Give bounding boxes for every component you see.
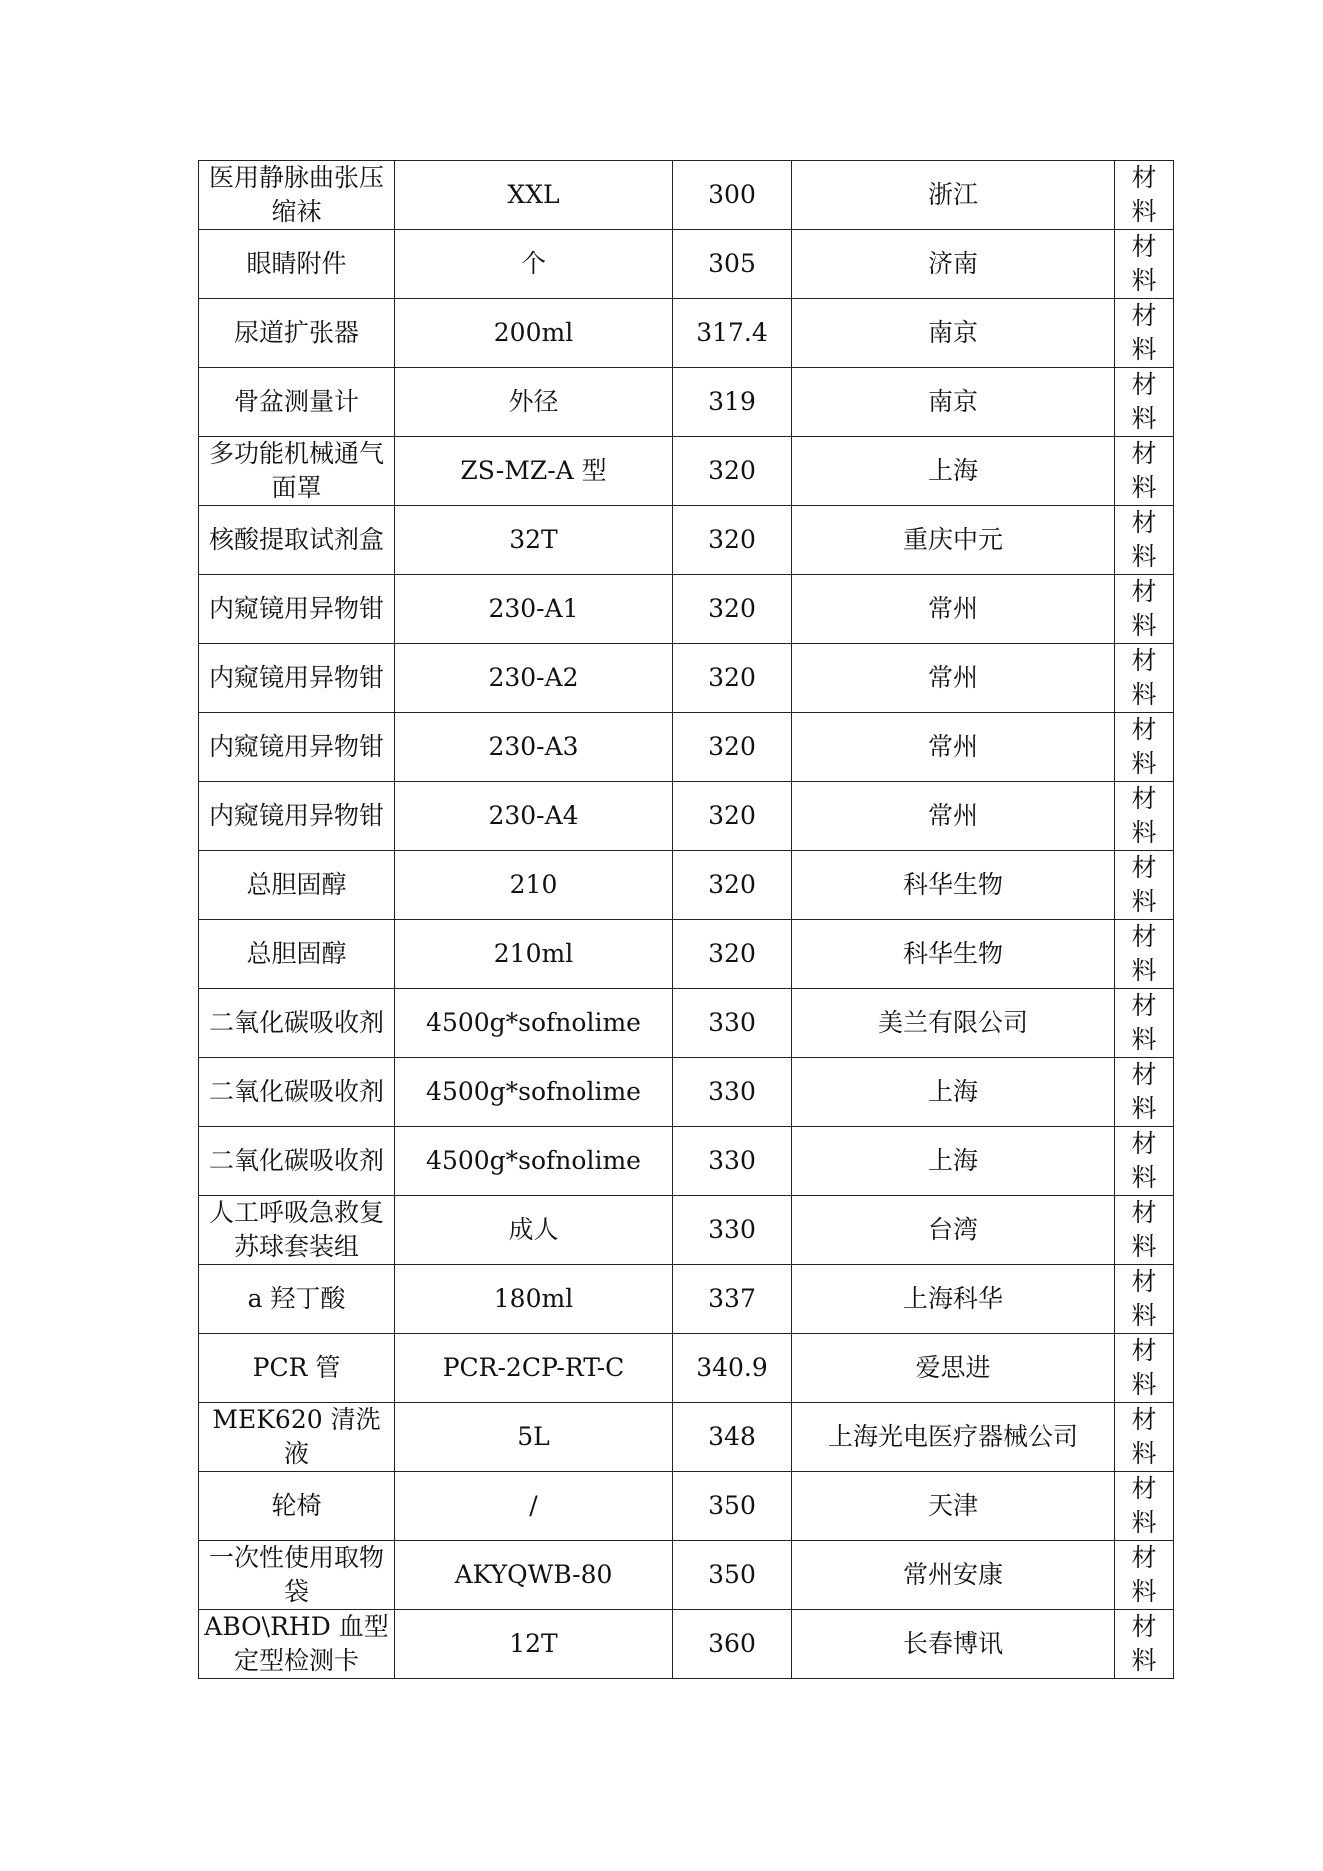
- item-origin-cell: 常州: [792, 575, 1115, 644]
- item-category-cell: [1115, 506, 1174, 575]
- item-name-cell: 医用静脉曲张压缩袜: [199, 161, 395, 230]
- item-price-cell: 320: [673, 713, 792, 782]
- item-spec-cell: 230-A1: [395, 575, 673, 644]
- item-name-cell: 二氧化碳吸收剂: [199, 989, 395, 1058]
- item-origin-cell: 美兰有限公司: [792, 989, 1115, 1058]
- table-row: [199, 161, 1174, 230]
- item-price-cell: 320: [673, 920, 792, 989]
- item-price-cell: 320: [673, 782, 792, 851]
- item-origin-cell: 上海: [792, 437, 1115, 506]
- item-spec-cell: AKYQWB-80: [395, 1541, 673, 1610]
- table-row: [199, 368, 1174, 437]
- item-price-cell: 330: [673, 1058, 792, 1127]
- table-body: [199, 161, 1174, 1679]
- item-origin-cell: 常州安康: [792, 1541, 1115, 1610]
- item-price-cell: 330: [673, 1196, 792, 1265]
- item-origin-cell: 上海: [792, 1127, 1115, 1196]
- item-price-cell: 348: [673, 1403, 792, 1472]
- item-spec-cell: ZS-MZ-A 型: [395, 437, 673, 506]
- item-category-text: 材料: [1131, 232, 1157, 295]
- item-spec-cell: 180ml: [395, 1265, 673, 1334]
- item-origin-cell: 科华生物: [792, 851, 1115, 920]
- item-category-cell: [1115, 230, 1174, 299]
- table-row: [199, 230, 1174, 299]
- item-name-cell: 多功能机械通气面罩: [199, 437, 395, 506]
- item-category-text: 材料: [1131, 1405, 1157, 1468]
- item-category-text: 材料: [1131, 784, 1157, 847]
- item-category-text: 材料: [1131, 577, 1157, 640]
- item-origin-cell: 爱思进: [792, 1334, 1115, 1403]
- item-price-cell: 320: [673, 851, 792, 920]
- item-spec-cell: 12T: [395, 1610, 673, 1679]
- item-category-cell: [1115, 299, 1174, 368]
- item-origin-cell: 南京: [792, 299, 1115, 368]
- item-category-text: 材料: [1131, 991, 1157, 1054]
- item-category-text: 材料: [1131, 646, 1157, 709]
- item-category-cell: [1115, 1265, 1174, 1334]
- table-row: [199, 920, 1174, 989]
- item-origin-cell: 浙江: [792, 161, 1115, 230]
- table-row: [199, 782, 1174, 851]
- item-name-cell: MEK620 清洗液: [199, 1403, 395, 1472]
- item-category-cell: [1115, 851, 1174, 920]
- item-price-cell: 320: [673, 437, 792, 506]
- item-price-cell: 317.4: [673, 299, 792, 368]
- item-category-text: 材料: [1131, 1474, 1157, 1537]
- item-category-cell: [1115, 713, 1174, 782]
- item-name-cell: 二氧化碳吸收剂: [199, 1058, 395, 1127]
- table-row: [199, 989, 1174, 1058]
- item-price-cell: 319: [673, 368, 792, 437]
- item-spec-cell: /: [395, 1472, 673, 1541]
- item-name-cell: 内窥镜用异物钳: [199, 644, 395, 713]
- table-row: [199, 1541, 1174, 1610]
- item-category-cell: [1115, 644, 1174, 713]
- item-name-cell: 内窥镜用异物钳: [199, 713, 395, 782]
- price-table: [198, 160, 1174, 1679]
- item-name-cell: 内窥镜用异物钳: [199, 575, 395, 644]
- item-name-cell: 总胆固醇: [199, 920, 395, 989]
- item-name-cell: 骨盆测量计: [199, 368, 395, 437]
- item-spec-cell: 外径: [395, 368, 673, 437]
- item-category-text: 材料: [1131, 1267, 1157, 1330]
- item-origin-cell: 常州: [792, 782, 1115, 851]
- item-category-cell: [1115, 1472, 1174, 1541]
- item-price-cell: 320: [673, 644, 792, 713]
- table-row: [199, 1472, 1174, 1541]
- item-category-cell: [1115, 920, 1174, 989]
- table-row: [199, 575, 1174, 644]
- item-name-cell: 内窥镜用异物钳: [199, 782, 395, 851]
- item-spec-cell: 成人: [395, 1196, 673, 1265]
- item-origin-cell: 常州: [792, 713, 1115, 782]
- item-name-cell: 核酸提取试剂盒: [199, 506, 395, 575]
- item-price-cell: 350: [673, 1472, 792, 1541]
- item-category-text: 材料: [1131, 1129, 1157, 1192]
- item-price-cell: 360: [673, 1610, 792, 1679]
- table-row: [199, 713, 1174, 782]
- table-row: [199, 1196, 1174, 1265]
- item-category-text: 材料: [1131, 301, 1157, 364]
- item-origin-cell: 天津: [792, 1472, 1115, 1541]
- item-name-cell: 二氧化碳吸收剂: [199, 1127, 395, 1196]
- item-price-cell: 320: [673, 575, 792, 644]
- item-spec-cell: 200ml: [395, 299, 673, 368]
- item-category-text: 材料: [1131, 163, 1157, 226]
- item-category-cell: [1115, 989, 1174, 1058]
- item-spec-cell: 4500g*sofnolime: [395, 989, 673, 1058]
- item-price-cell: 340.9: [673, 1334, 792, 1403]
- item-price-cell: 320: [673, 506, 792, 575]
- table-row: [199, 1403, 1174, 1472]
- item-spec-cell: PCR-2CP-RT-C: [395, 1334, 673, 1403]
- table-row: [199, 437, 1174, 506]
- item-origin-cell: 上海科华: [792, 1265, 1115, 1334]
- item-name-cell: a 羟丁酸: [199, 1265, 395, 1334]
- item-name-cell: 一次性使用取物袋: [199, 1541, 395, 1610]
- item-price-cell: 300: [673, 161, 792, 230]
- item-spec-cell: 230-A2: [395, 644, 673, 713]
- item-spec-cell: 5L: [395, 1403, 673, 1472]
- item-origin-cell: 科华生物: [792, 920, 1115, 989]
- item-category-text: 材料: [1131, 370, 1157, 433]
- item-spec-cell: 个: [395, 230, 673, 299]
- item-category-text: 材料: [1131, 1336, 1157, 1399]
- item-spec-cell: 4500g*sofnolime: [395, 1127, 673, 1196]
- item-name-cell: 总胆固醇: [199, 851, 395, 920]
- item-category-cell: [1115, 1541, 1174, 1610]
- item-category-text: 材料: [1131, 715, 1157, 778]
- item-origin-cell: 常州: [792, 644, 1115, 713]
- item-category-cell: [1115, 368, 1174, 437]
- item-spec-cell: 230-A4: [395, 782, 673, 851]
- table-row: [199, 506, 1174, 575]
- item-category-cell: [1115, 575, 1174, 644]
- item-category-cell: [1115, 1403, 1174, 1472]
- item-category-cell: [1115, 437, 1174, 506]
- item-price-cell: 350: [673, 1541, 792, 1610]
- item-category-text: 材料: [1131, 1612, 1157, 1675]
- item-name-cell: PCR 管: [199, 1334, 395, 1403]
- item-spec-cell: 210: [395, 851, 673, 920]
- table-row: [199, 1058, 1174, 1127]
- item-category-text: 材料: [1131, 1060, 1157, 1123]
- item-category-cell: [1115, 161, 1174, 230]
- item-name-cell: 轮椅: [199, 1472, 395, 1541]
- item-name-cell: 尿道扩张器: [199, 299, 395, 368]
- item-origin-cell: 上海: [792, 1058, 1115, 1127]
- table-row: [199, 1127, 1174, 1196]
- item-spec-cell: XXL: [395, 161, 673, 230]
- item-category-cell: [1115, 1127, 1174, 1196]
- table-row: [199, 299, 1174, 368]
- item-category-cell: [1115, 1058, 1174, 1127]
- table-row: [199, 1334, 1174, 1403]
- item-price-cell: 330: [673, 989, 792, 1058]
- item-origin-cell: 济南: [792, 230, 1115, 299]
- item-origin-cell: 台湾: [792, 1196, 1115, 1265]
- item-category-text: 材料: [1131, 922, 1157, 985]
- item-price-cell: 337: [673, 1265, 792, 1334]
- item-name-cell: 人工呼吸急救复苏球套装组: [199, 1196, 395, 1265]
- table-row: [199, 851, 1174, 920]
- item-name-cell: ABO\RHD 血型定型检测卡: [199, 1610, 395, 1679]
- item-category-cell: [1115, 1334, 1174, 1403]
- item-price-cell: 305: [673, 230, 792, 299]
- item-spec-cell: 230-A3: [395, 713, 673, 782]
- item-price-cell: 330: [673, 1127, 792, 1196]
- table-row: [199, 644, 1174, 713]
- item-origin-cell: 南京: [792, 368, 1115, 437]
- item-spec-cell: 210ml: [395, 920, 673, 989]
- item-category-cell: [1115, 1610, 1174, 1679]
- item-category-text: 材料: [1131, 853, 1157, 916]
- item-category-text: 材料: [1131, 508, 1157, 571]
- item-origin-cell: 上海光电医疗器械公司: [792, 1403, 1115, 1472]
- item-origin-cell: 长春博讯: [792, 1610, 1115, 1679]
- item-spec-cell: 4500g*sofnolime: [395, 1058, 673, 1127]
- item-origin-cell: 重庆中元: [792, 506, 1115, 575]
- item-category-text: 材料: [1131, 439, 1157, 502]
- table-row: [199, 1265, 1174, 1334]
- item-spec-cell: 32T: [395, 506, 673, 575]
- item-category-text: 材料: [1131, 1543, 1157, 1606]
- item-category-cell: [1115, 1196, 1174, 1265]
- item-category-cell: [1115, 782, 1174, 851]
- item-name-cell: 眼睛附件: [199, 230, 395, 299]
- item-category-text: 材料: [1131, 1198, 1157, 1261]
- table-row: [199, 1610, 1174, 1679]
